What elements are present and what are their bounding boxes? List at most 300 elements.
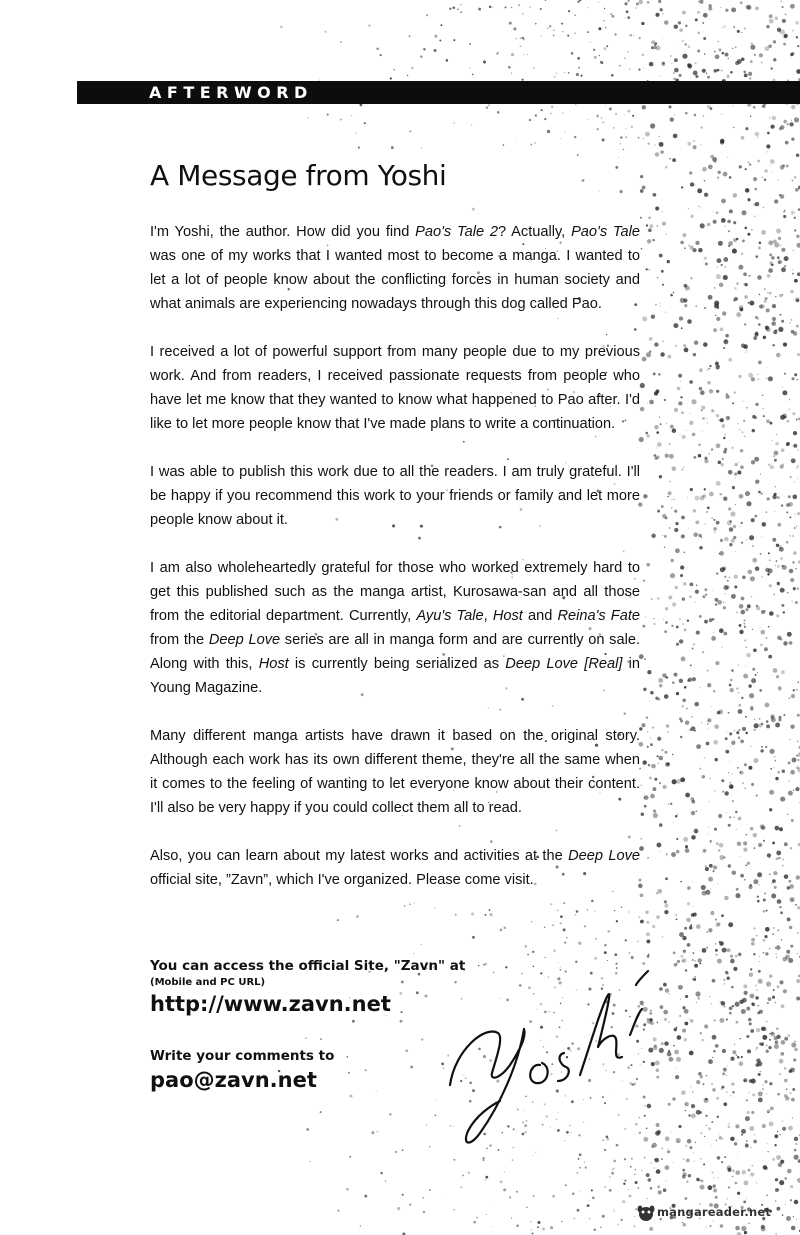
speckle: [702, 417, 705, 420]
speckle: [726, 948, 730, 952]
speckle: [747, 604, 751, 608]
speckle: [681, 534, 685, 538]
speckle: [629, 34, 632, 37]
speckle: [441, 1199, 442, 1200]
speckle: [729, 1006, 733, 1010]
speckle: [737, 30, 740, 33]
speckle: [701, 722, 702, 723]
speckle: [545, 0, 546, 1]
speckle: [786, 420, 789, 423]
speckle: [662, 535, 663, 536]
speckle: [640, 383, 645, 388]
speckle: [781, 248, 785, 252]
speckle: [640, 838, 642, 840]
speckle: [562, 112, 564, 114]
speckle: [739, 856, 740, 857]
speckle: [779, 32, 780, 33]
speckle: [708, 827, 709, 828]
speckle: [701, 1180, 704, 1183]
speckle: [674, 408, 678, 412]
speckle: [473, 1221, 476, 1224]
speckle: [662, 936, 663, 937]
speckle: [646, 932, 650, 936]
speckle: [682, 936, 686, 940]
speckle: [409, 1204, 411, 1206]
speckle: [797, 759, 799, 761]
speckle: [697, 11, 700, 14]
speckle: [776, 353, 780, 357]
speckle: [306, 1128, 309, 1131]
speckle: [695, 521, 699, 525]
speckle: [741, 343, 745, 347]
afterword-banner: [77, 81, 800, 104]
speckle: [669, 443, 671, 445]
speckle: [625, 136, 627, 138]
speckle: [550, 1226, 553, 1229]
speckle: [758, 1091, 763, 1096]
speckle: [647, 1, 650, 4]
speckle: [715, 54, 720, 59]
speckle: [781, 449, 785, 453]
speckle: [389, 1113, 392, 1116]
speckle: [749, 1092, 750, 1093]
speckle: [684, 348, 689, 353]
speckle: [409, 130, 411, 132]
site-watermark: [636, 1200, 796, 1230]
speckle: [694, 341, 698, 345]
speckle: [758, 843, 762, 847]
speckle: [522, 37, 524, 39]
official-site-url[interactable]: http://www.zavn.net: [150, 992, 391, 1016]
speckle: [753, 1140, 757, 1144]
speckle: [710, 889, 711, 890]
speckle: [659, 142, 664, 147]
speckle: [773, 668, 778, 673]
speckle: [750, 994, 755, 999]
speckle: [707, 1185, 712, 1190]
speckle: [770, 159, 775, 164]
speckle: [653, 623, 655, 625]
speckle: [462, 1174, 464, 1176]
speckle: [679, 679, 683, 683]
speckle: [598, 27, 601, 30]
speckle: [696, 1110, 701, 1115]
speckle: [794, 1137, 798, 1141]
speckle: [716, 443, 721, 448]
speckle: [710, 840, 713, 843]
speckle: [682, 469, 684, 471]
speckle: [787, 1169, 791, 1173]
speckle: [769, 14, 773, 18]
speckle: [766, 1045, 768, 1047]
speckle: [663, 1010, 668, 1015]
speckle: [776, 957, 778, 959]
speckle: [711, 448, 713, 450]
speckle: [542, 1227, 545, 1230]
speckle: [426, 14, 428, 16]
speckle: [581, 179, 584, 182]
speckle: [650, 743, 653, 746]
speckle: [722, 311, 726, 315]
speckle: [779, 127, 782, 130]
speckle: [702, 852, 703, 853]
speckle: [280, 26, 283, 29]
speckle: [701, 410, 703, 412]
speckle: [553, 949, 556, 952]
speckle: [787, 886, 791, 890]
speckle: [446, 59, 449, 62]
speckle: [777, 179, 779, 181]
speckle: [724, 537, 729, 542]
speckle: [772, 1158, 775, 1161]
speckle: [685, 1145, 687, 1147]
speckle: [647, 403, 648, 404]
speckle: [646, 434, 650, 438]
speckle: [657, 597, 660, 600]
speckle: [391, 146, 394, 149]
speckle: [717, 69, 720, 72]
speckle: [792, 377, 795, 380]
speckle: [693, 643, 695, 645]
speckle: [687, 142, 691, 146]
speckle: [791, 1098, 795, 1102]
speckle: [679, 28, 683, 32]
speckle: [667, 1150, 670, 1153]
speckle: [561, 1221, 562, 1222]
speckle: [730, 511, 735, 516]
speckle: [472, 936, 475, 939]
speckle: [532, 951, 534, 953]
speckle: [421, 148, 422, 149]
speckle: [700, 1158, 701, 1159]
speckle: [729, 761, 730, 762]
speckle: [676, 850, 679, 853]
speckle: [766, 378, 768, 380]
speckle: [680, 719, 683, 722]
speckle: [748, 373, 753, 378]
speckle: [686, 430, 687, 431]
speckle: [718, 849, 720, 851]
speckle: [797, 587, 800, 590]
speckle: [728, 1123, 729, 1124]
speckle: [533, 1195, 535, 1197]
speckle: [741, 210, 746, 215]
speckle: [698, 248, 702, 252]
speckle: [754, 188, 757, 191]
speckle: [673, 1045, 675, 1047]
speckle: [794, 481, 795, 482]
speckle: [691, 1104, 695, 1108]
speckle: [685, 969, 687, 971]
speckle: [743, 1078, 747, 1082]
speckle: [752, 629, 753, 630]
speckle: [776, 1155, 781, 1160]
speckle: [778, 686, 782, 690]
speckle: [647, 143, 649, 145]
speckle: [780, 557, 782, 559]
speckle: [647, 731, 648, 732]
speckle: [787, 814, 788, 815]
speckle: [716, 481, 721, 486]
speckle: [742, 782, 744, 784]
speckle: [771, 125, 775, 129]
speckle: [669, 158, 671, 160]
speckle: [657, 225, 659, 227]
speckle: [748, 302, 750, 304]
speckle: [738, 736, 741, 739]
speckle: [696, 631, 700, 635]
speckle: [763, 952, 765, 954]
speckle: [673, 292, 674, 293]
speckle: [777, 256, 780, 259]
speckle: [646, 939, 650, 943]
speckle: [589, 1218, 591, 1220]
speckle: [751, 596, 752, 597]
speckle: [772, 879, 776, 883]
speckle: [746, 350, 747, 351]
speckle: [787, 123, 790, 126]
speckle: [714, 532, 715, 533]
speckle: [631, 1158, 633, 1160]
speckle: [657, 510, 660, 513]
speckle: [722, 791, 724, 793]
speckle: [655, 13, 659, 17]
speckle: [516, 38, 517, 39]
speckle: [752, 1093, 755, 1096]
speckle: [769, 974, 772, 977]
speckle: [685, 112, 688, 115]
speckle: [640, 217, 642, 219]
speckle: [645, 616, 646, 617]
speckle: [580, 75, 582, 77]
speckle: [697, 50, 700, 53]
speckle: [713, 690, 715, 692]
speckle: [503, 1188, 506, 1191]
speckle: [662, 13, 664, 15]
speckle: [736, 688, 738, 690]
speckle: [725, 971, 728, 974]
speckle: [719, 942, 720, 943]
speckle: [765, 326, 769, 330]
speckle: [689, 595, 692, 598]
speckle: [749, 535, 754, 540]
speckle: [764, 169, 767, 172]
speckle: [715, 598, 719, 602]
speckle: [780, 245, 781, 246]
speckle: [695, 62, 697, 64]
speckle: [707, 683, 711, 687]
speckle: [664, 20, 668, 24]
speckle: [647, 746, 649, 748]
speckle: [757, 160, 760, 163]
speckle: [672, 1097, 675, 1100]
comments-block: [150, 1046, 470, 1094]
speckle: [713, 1184, 716, 1187]
speckle: [660, 75, 661, 76]
speckle: [741, 253, 744, 256]
speckle: [693, 145, 697, 149]
speckle: [639, 0, 643, 4]
speckle: [346, 1188, 349, 1191]
speckle: [768, 552, 770, 554]
speckle: [740, 771, 744, 775]
speckle: [716, 414, 719, 417]
speckle: [761, 576, 763, 578]
speckle: [598, 1, 599, 2]
speckle: [679, 1015, 681, 1017]
speckle: [741, 1009, 746, 1014]
speckle: [739, 624, 742, 627]
speckle: [703, 115, 705, 117]
speckle: [787, 632, 792, 637]
speckle: [622, 1179, 623, 1180]
speckle: [602, 1215, 605, 1218]
speckle: [759, 305, 763, 309]
speckle: [679, 618, 681, 620]
speckle: [757, 872, 762, 877]
speckle: [656, 843, 661, 848]
speckle: [604, 8, 605, 9]
speckle: [522, 13, 524, 15]
speckle: [722, 1072, 725, 1075]
speckle: [766, 367, 767, 368]
speckle: [768, 655, 772, 659]
speckle: [613, 127, 614, 128]
speckle: [713, 865, 717, 869]
speckle: [690, 488, 693, 491]
speckle: [779, 194, 781, 196]
speckle: [771, 256, 775, 260]
speckle: [654, 1167, 655, 1168]
speckle: [704, 488, 706, 490]
speckle: [785, 141, 789, 145]
speckle: [647, 921, 650, 924]
speckle: [682, 1175, 686, 1179]
speckle: [781, 939, 782, 940]
speckle: [791, 319, 793, 321]
speckle: [664, 399, 666, 401]
speckle: [385, 1181, 386, 1182]
speckle: [705, 523, 706, 524]
speckle: [795, 904, 797, 906]
speckle: [588, 1200, 589, 1201]
speckle: [756, 1028, 760, 1032]
speckle: [726, 1065, 727, 1066]
speckle: [642, 357, 647, 362]
speckle: [624, 1179, 626, 1181]
speckle: [797, 465, 799, 467]
speckle: [654, 454, 657, 457]
speckle: [670, 294, 673, 297]
speckle: [657, 442, 662, 447]
speckle: [689, 1146, 692, 1149]
speckle: [773, 58, 776, 61]
speckle: [758, 491, 761, 494]
speckle: [629, 1194, 632, 1197]
speckle: [614, 1211, 615, 1212]
comments-label: Write your comments to: [150, 1048, 335, 1064]
speckle: [774, 756, 776, 758]
speckle: [774, 1001, 776, 1003]
speckle: [705, 890, 710, 895]
speckle: [407, 75, 408, 76]
speckle: [719, 1134, 720, 1135]
speckle: [614, 1168, 615, 1169]
speckle: [745, 865, 747, 867]
speckle: [689, 421, 693, 425]
speckle: [700, 496, 705, 501]
speckle: [535, 23, 537, 25]
speckle: [663, 983, 667, 987]
speckle: [668, 355, 672, 359]
speckle: [775, 42, 776, 43]
speckle: [472, 208, 475, 211]
speckle: [739, 1061, 744, 1066]
speckle: [684, 284, 688, 288]
speckle: [643, 138, 644, 139]
speckle: [768, 268, 773, 273]
speckle: [469, 43, 471, 45]
speckle: [704, 37, 706, 39]
speckle: [634, 1216, 635, 1217]
speckle: [675, 1027, 677, 1029]
speckle: [769, 611, 774, 616]
speckle: [654, 425, 658, 429]
speckle: [796, 689, 798, 691]
speckle: [471, 124, 472, 125]
speckle: [635, 1181, 638, 1184]
speckle: [728, 241, 733, 246]
speckle: [776, 850, 781, 855]
speckle: [794, 513, 795, 514]
speckle: [695, 496, 700, 501]
speckle: [779, 827, 783, 831]
speckle: [773, 455, 775, 457]
speckle: [704, 53, 706, 55]
speckle: [652, 925, 655, 928]
speckle: [752, 668, 755, 671]
comments-email[interactable]: pao@zavn.net: [150, 1068, 317, 1092]
speckle: [764, 702, 769, 707]
speckle: [651, 534, 655, 538]
speckle: [673, 499, 674, 500]
speckle: [791, 694, 795, 698]
speckle: [744, 1181, 749, 1186]
speckle: [704, 459, 708, 463]
speckle: [675, 586, 678, 589]
speckle: [699, 615, 702, 618]
speckle: [698, 534, 701, 537]
speckle: [568, 10, 570, 12]
speckle: [620, 143, 621, 144]
speckle: [778, 237, 781, 240]
speckle: [792, 273, 794, 275]
speckle: [658, 373, 661, 376]
speckle: [320, 1111, 322, 1113]
speckle: [734, 287, 736, 289]
speckle: [766, 308, 770, 312]
speckle: [643, 494, 647, 498]
speckle: [560, 138, 561, 139]
speckle: [746, 1035, 749, 1038]
speckle: [790, 739, 791, 740]
speckle: [485, 1179, 486, 1180]
speckle: [700, 390, 705, 395]
speckle: [790, 578, 794, 582]
speckle: [671, 625, 673, 627]
speckle: [659, 756, 663, 760]
speckle: [661, 505, 664, 508]
